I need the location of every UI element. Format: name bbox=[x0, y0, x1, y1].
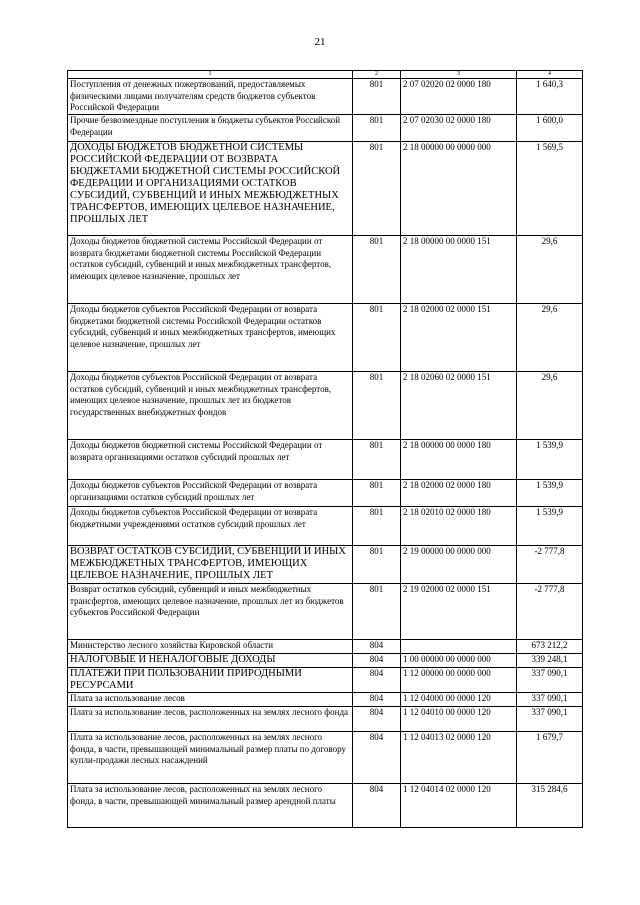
row-budget-code-cell: 2 07 02020 02 0000 180 bbox=[401, 79, 517, 115]
table-row bbox=[68, 546, 583, 584]
row-amount-cell: 29,6 bbox=[517, 236, 583, 304]
header-col-3: 3 bbox=[401, 71, 517, 79]
row-amount-cell: 339 248,1 bbox=[517, 654, 583, 668]
table-row bbox=[68, 507, 583, 546]
row-admin-code-cell: 801 bbox=[353, 236, 401, 304]
row-amount-cell: 1 640,3 bbox=[517, 79, 583, 115]
table-row bbox=[68, 115, 583, 142]
row-name-cell: Доходы бюджетов субъектов Российской Федерации от возврата организациями остатков субсидий прошлых лет bbox=[68, 480, 353, 507]
row-name-cell: Плата за использование лесов, расположенных на землях лесного фонда, в части, превышающей минимальный размер арендной платы bbox=[68, 784, 353, 828]
row-budget-code-cell: 2 18 00000 00 0000 000 bbox=[401, 142, 517, 236]
table-row bbox=[68, 707, 583, 732]
row-name-cell: Министерство лесного хозяйства Кировской области bbox=[68, 640, 353, 654]
table-row bbox=[68, 236, 583, 304]
row-budget-code-cell: 2 19 02000 02 0000 151 bbox=[401, 584, 517, 640]
table-row bbox=[68, 640, 583, 654]
row-admin-code-cell: 801 bbox=[353, 79, 401, 115]
row-name-cell: Доходы бюджетов бюджетной системы Российской Федерации от возврата организациями остатков субсидий прошлых лет bbox=[68, 440, 353, 480]
row-name-cell: Доходы бюджетов субъектов Российской Федерации от возврата бюджетными учреждениями остатков субсидий прошлых лет bbox=[68, 507, 353, 546]
table-row bbox=[68, 584, 583, 640]
row-amount-cell: 29,6 bbox=[517, 372, 583, 440]
row-budget-code-cell: 1 12 00000 00 0000 000 bbox=[401, 668, 517, 693]
row-amount-cell: 29,6 bbox=[517, 304, 583, 372]
row-amount-cell: -2 777,8 bbox=[517, 546, 583, 584]
revenue-table bbox=[67, 70, 583, 828]
row-budget-code-cell bbox=[401, 640, 517, 654]
row-name-cell: Доходы бюджетов субъектов Российской Федерации от возврата бюджетами бюджетной системы Российской Федерации остатков субсидий, субвенций и иных межбюджетных трансфертов, имеющих целевое назначение, прошлых лет bbox=[68, 304, 353, 372]
row-amount-cell: 1 539,9 bbox=[517, 507, 583, 546]
table-row bbox=[68, 668, 583, 693]
row-name-cell: Прочие безвозмездные поступления в бюджеты субъектов Российской Федерации bbox=[68, 115, 353, 142]
table-header-row bbox=[68, 71, 583, 79]
header-col-1: 1 bbox=[68, 71, 353, 79]
table-row bbox=[68, 654, 583, 668]
row-name-cell: Доходы бюджетов субъектов Российской Федерации от возврата остатков субсидий, субвенций и иных межбюджетных трансфертов, имеющих целевое назначение, прошлых лет из бюджетов государственных внебюджетных фондов bbox=[68, 372, 353, 440]
table-row bbox=[68, 79, 583, 115]
row-name-cell: ВОЗВРАТ ОСТАТКОВ СУБСИДИЙ, СУБВЕНЦИЙ И ИНЫХ МЕЖБЮДЖЕТНЫХ ТРАНСФЕРТОВ, ИМЕЮЩИХ ЦЕЛЕВОЕ НАЗНАЧЕНИЕ, ПРОШЛЫХ ЛЕТ bbox=[68, 546, 353, 584]
row-budget-code-cell: 2 18 00000 00 0000 180 bbox=[401, 440, 517, 480]
row-name-cell: ПЛАТЕЖИ ПРИ ПОЛЬЗОВАНИИ ПРИРОДНЫМИ РЕСУРСАМИ bbox=[68, 668, 353, 693]
table-row bbox=[68, 440, 583, 480]
row-admin-code-cell: 804 bbox=[353, 732, 401, 784]
row-admin-code-cell: 801 bbox=[353, 115, 401, 142]
row-amount-cell: 1 569,5 bbox=[517, 142, 583, 236]
row-name-cell: Плата за использование лесов, расположенных на землях лесного фонда bbox=[68, 707, 353, 732]
row-name-cell: Доходы бюджетов бюджетной системы Российской Федерации от возврата бюджетами бюджетной системы Российской Федерации остатков субсидий, субвенций и иных межбюджетных трансфертов, имеющих целевое назначение, прошлых лет bbox=[68, 236, 353, 304]
row-amount-cell: 337 090,1 bbox=[517, 707, 583, 732]
row-admin-code-cell: 801 bbox=[353, 507, 401, 546]
row-budget-code-cell: 1 12 04013 02 0000 120 bbox=[401, 732, 517, 784]
row-name-cell: НАЛОГОВЫЕ И НЕНАЛОГОВЫЕ ДОХОДЫ bbox=[68, 654, 353, 668]
header-col-4: 4 bbox=[517, 71, 583, 79]
table-body bbox=[68, 79, 583, 828]
row-admin-code-cell: 801 bbox=[353, 546, 401, 584]
table-row bbox=[68, 304, 583, 372]
row-budget-code-cell: 2 19 00000 00 0000 000 bbox=[401, 546, 517, 584]
row-name-cell: Плата за использование лесов bbox=[68, 693, 353, 707]
row-budget-code-cell: 2 18 02000 02 0000 151 bbox=[401, 304, 517, 372]
row-admin-code-cell: 804 bbox=[353, 654, 401, 668]
row-amount-cell: 1 679,7 bbox=[517, 732, 583, 784]
header-col-2: 2 bbox=[353, 71, 401, 79]
table-row bbox=[68, 142, 583, 236]
row-budget-code-cell: 2 07 02030 02 0000 180 bbox=[401, 115, 517, 142]
row-amount-cell: 673 212,2 bbox=[517, 640, 583, 654]
row-amount-cell: 315 284,6 bbox=[517, 784, 583, 828]
table-row bbox=[68, 372, 583, 440]
table-row bbox=[68, 480, 583, 507]
row-name-cell: Поступления от денежных пожертвований, предоставляемых физическими лицами получателям средств бюджетов субъектов Российской Федерации bbox=[68, 79, 353, 115]
row-admin-code-cell: 804 bbox=[353, 784, 401, 828]
row-name-cell: Плата за использование лесов, расположенных на землях лесного фонда, в части, превышающей минимальный размер платы по договору купли-продажи лесных насаждений bbox=[68, 732, 353, 784]
row-budget-code-cell: 2 18 02010 02 0000 180 bbox=[401, 507, 517, 546]
row-name-cell: Возврат остатков субсидий, субвенций и иных межбюджетных трансфертов, имеющих целевое назначение, прошлых лет из бюджетов субъектов Российской Федерации bbox=[68, 584, 353, 640]
row-amount-cell: -2 777,8 bbox=[517, 584, 583, 640]
page-number: 21 bbox=[314, 36, 326, 48]
row-admin-code-cell: 801 bbox=[353, 304, 401, 372]
row-admin-code-cell: 804 bbox=[353, 693, 401, 707]
table-row bbox=[68, 693, 583, 707]
row-budget-code-cell: 2 18 02060 02 0000 151 bbox=[401, 372, 517, 440]
row-budget-code-cell: 2 18 02000 02 0000 180 bbox=[401, 480, 517, 507]
row-admin-code-cell: 804 bbox=[353, 640, 401, 654]
row-budget-code-cell: 2 18 00000 00 0000 151 bbox=[401, 236, 517, 304]
table-row bbox=[68, 784, 583, 828]
row-amount-cell: 337 090,1 bbox=[517, 668, 583, 693]
row-admin-code-cell: 801 bbox=[353, 372, 401, 440]
row-admin-code-cell: 801 bbox=[353, 584, 401, 640]
row-amount-cell: 1 539,9 bbox=[517, 480, 583, 507]
row-admin-code-cell: 804 bbox=[353, 707, 401, 732]
row-amount-cell: 1 600,0 bbox=[517, 115, 583, 142]
row-admin-code-cell: 801 bbox=[353, 480, 401, 507]
row-name-cell: ДОХОДЫ БЮДЖЕТОВ БЮДЖЕТНОЙ СИСТЕМЫ РОССИЙСКОЙ ФЕДЕРАЦИИ ОТ ВОЗВРАТА БЮДЖЕТАМИ БЮДЖЕТНОЙ СИСТЕМЫ РОССИЙСКОЙ ФЕДЕРАЦИИ И ОРГАНИЗАЦИЯМИ ОСТАТКОВ СУБСИДИЙ, СУБВЕНЦИЙ И ИНЫХ МЕЖБЮДЖЕТНЫХ ТРАНСФЕРТОВ, ИМЕЮЩИХ ЦЕЛЕВОЕ НАЗНАЧЕНИЕ, ПРОШЛЫХ ЛЕТ bbox=[68, 142, 353, 236]
row-budget-code-cell: 1 12 04000 00 0000 120 bbox=[401, 693, 517, 707]
table-row bbox=[68, 732, 583, 784]
row-budget-code-cell: 1 12 04010 00 0000 120 bbox=[401, 707, 517, 732]
row-admin-code-cell: 804 bbox=[353, 668, 401, 693]
row-budget-code-cell: 1 12 04014 02 0000 120 bbox=[401, 784, 517, 828]
row-amount-cell: 337 090,1 bbox=[517, 693, 583, 707]
row-budget-code-cell: 1 00 00000 00 0000 000 bbox=[401, 654, 517, 668]
row-amount-cell: 1 539,9 bbox=[517, 440, 583, 480]
row-admin-code-cell: 801 bbox=[353, 440, 401, 480]
row-admin-code-cell: 801 bbox=[353, 142, 401, 236]
